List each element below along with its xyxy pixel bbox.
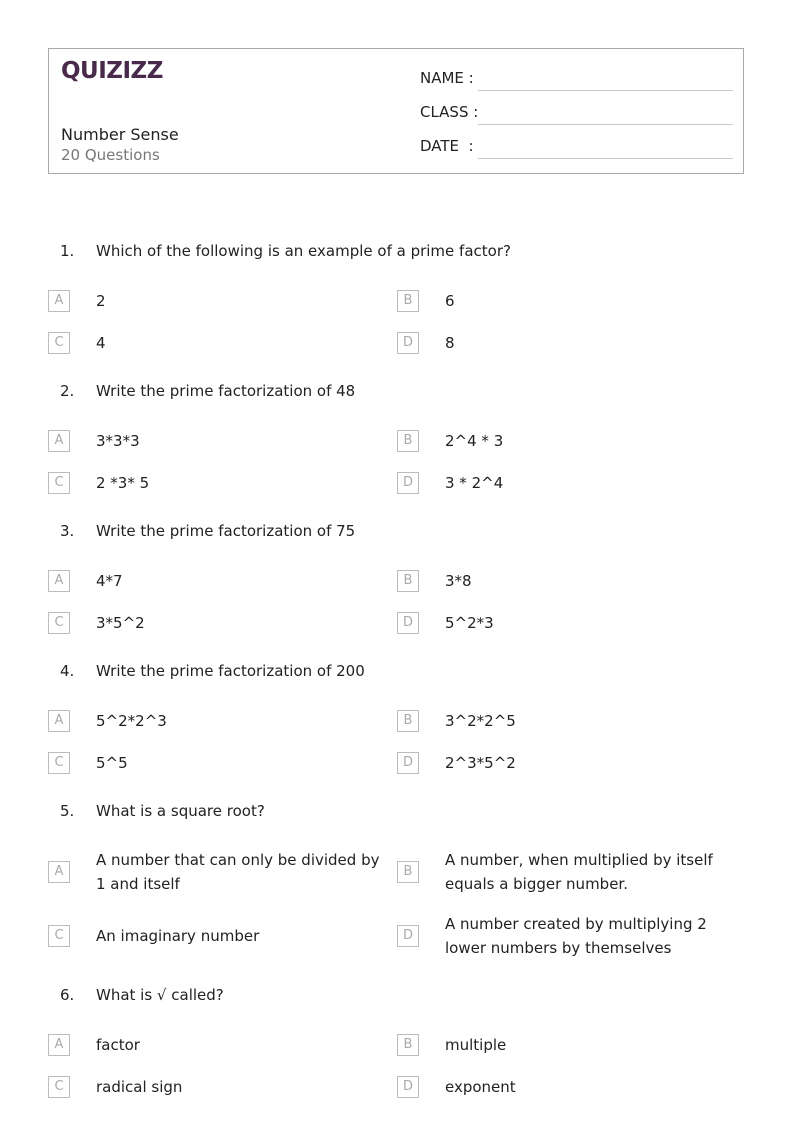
date-line[interactable] bbox=[478, 158, 733, 159]
option-a-text: 4*7 bbox=[96, 572, 123, 590]
option-b-box[interactable]: B bbox=[397, 570, 419, 592]
option-c-text: An imaginary number bbox=[96, 927, 260, 945]
question-text: Write the prime factorization of 200 bbox=[96, 662, 365, 680]
option-b-box[interactable]: B bbox=[397, 710, 419, 732]
option-c-text: 2 *3* 5 bbox=[96, 474, 150, 492]
option-a-text: factor bbox=[96, 1036, 140, 1054]
option-d-box[interactable]: D bbox=[397, 752, 419, 774]
option-c-text: 4 bbox=[96, 334, 106, 352]
question-text: Write the prime factorization of 48 bbox=[96, 382, 356, 400]
option-c-box[interactable]: C bbox=[48, 612, 70, 634]
option-a-box[interactable]: A bbox=[48, 1034, 70, 1056]
option-b-text: 2^4 * 3 bbox=[445, 432, 504, 450]
option-d-text: 5^2*3 bbox=[445, 614, 494, 632]
question-number: 4. bbox=[60, 662, 75, 680]
option-b-box[interactable]: B bbox=[397, 1034, 419, 1056]
name-line[interactable] bbox=[478, 90, 733, 91]
option-d-box[interactable]: D bbox=[397, 612, 419, 634]
date-label: DATE : bbox=[420, 137, 474, 155]
option-d-text: A number created by multiplying 2 lower numbers by themselves bbox=[445, 915, 707, 957]
option-d-box[interactable]: D bbox=[397, 332, 419, 354]
option-b-text: 3^2*2^5 bbox=[445, 712, 516, 730]
option-d-text: exponent bbox=[445, 1078, 516, 1096]
option-b-box[interactable]: B bbox=[397, 430, 419, 452]
class-line[interactable] bbox=[478, 124, 733, 125]
option-d-box[interactable]: D bbox=[397, 925, 419, 947]
question-number: 3. bbox=[60, 522, 75, 540]
worksheet-header bbox=[48, 48, 744, 174]
option-a-box[interactable]: A bbox=[48, 861, 70, 883]
question-number: 1. bbox=[60, 242, 75, 260]
name-field[interactable] bbox=[420, 65, 733, 91]
class-field[interactable] bbox=[420, 99, 733, 125]
option-c-box[interactable]: C bbox=[48, 925, 70, 947]
option-c-box[interactable]: C bbox=[48, 472, 70, 494]
option-b-text: A number, when multiplied by itself equals a bigger number. bbox=[445, 851, 713, 893]
question-text: What is √ called? bbox=[96, 986, 224, 1004]
question-number: 2. bbox=[60, 382, 75, 400]
option-a-text: 5^2*2^3 bbox=[96, 712, 167, 730]
option-c-text: radical sign bbox=[96, 1078, 183, 1096]
option-c-text: 3*5^2 bbox=[96, 614, 145, 632]
option-a-box[interactable]: A bbox=[48, 290, 70, 312]
option-a-text: A number that can only be divided by 1 and itself bbox=[96, 851, 380, 893]
class-label: CLASS : bbox=[420, 103, 479, 121]
option-a-text: 2 bbox=[96, 292, 106, 310]
option-a-box[interactable]: A bbox=[48, 710, 70, 732]
option-a-box[interactable]: A bbox=[48, 570, 70, 592]
option-d-box[interactable]: D bbox=[397, 472, 419, 494]
option-c-box[interactable]: C bbox=[48, 752, 70, 774]
question-text: What is a square root? bbox=[96, 802, 265, 820]
question-number: 5. bbox=[60, 802, 75, 820]
worksheet-title: Number Sense bbox=[61, 125, 179, 144]
option-d-text: 2^3*5^2 bbox=[445, 754, 516, 772]
question-text: Which of the following is an example of a prime factor? bbox=[96, 242, 511, 260]
question-number: 6. bbox=[60, 986, 75, 1004]
question-count: 20 Questions bbox=[61, 146, 160, 164]
question-text: Write the prime factorization of 75 bbox=[96, 522, 356, 540]
option-d-text: 3 * 2^4 bbox=[445, 474, 504, 492]
option-d-text: 8 bbox=[445, 334, 455, 352]
option-c-box[interactable]: C bbox=[48, 332, 70, 354]
option-a-box[interactable]: A bbox=[48, 430, 70, 452]
option-c-text: 5^5 bbox=[96, 754, 128, 772]
option-b-box[interactable]: B bbox=[397, 861, 419, 883]
option-b-text: 6 bbox=[445, 292, 455, 310]
option-d-box[interactable]: D bbox=[397, 1076, 419, 1098]
option-b-text: multiple bbox=[445, 1036, 507, 1054]
option-c-box[interactable]: C bbox=[48, 1076, 70, 1098]
option-a-text: 3*3*3 bbox=[96, 432, 140, 450]
date-field[interactable] bbox=[420, 133, 733, 159]
name-label: NAME : bbox=[420, 69, 474, 87]
option-b-box[interactable]: B bbox=[397, 290, 419, 312]
option-b-text: 3*8 bbox=[445, 572, 472, 590]
quizizz-logo: QUIZIZZ bbox=[61, 58, 163, 84]
